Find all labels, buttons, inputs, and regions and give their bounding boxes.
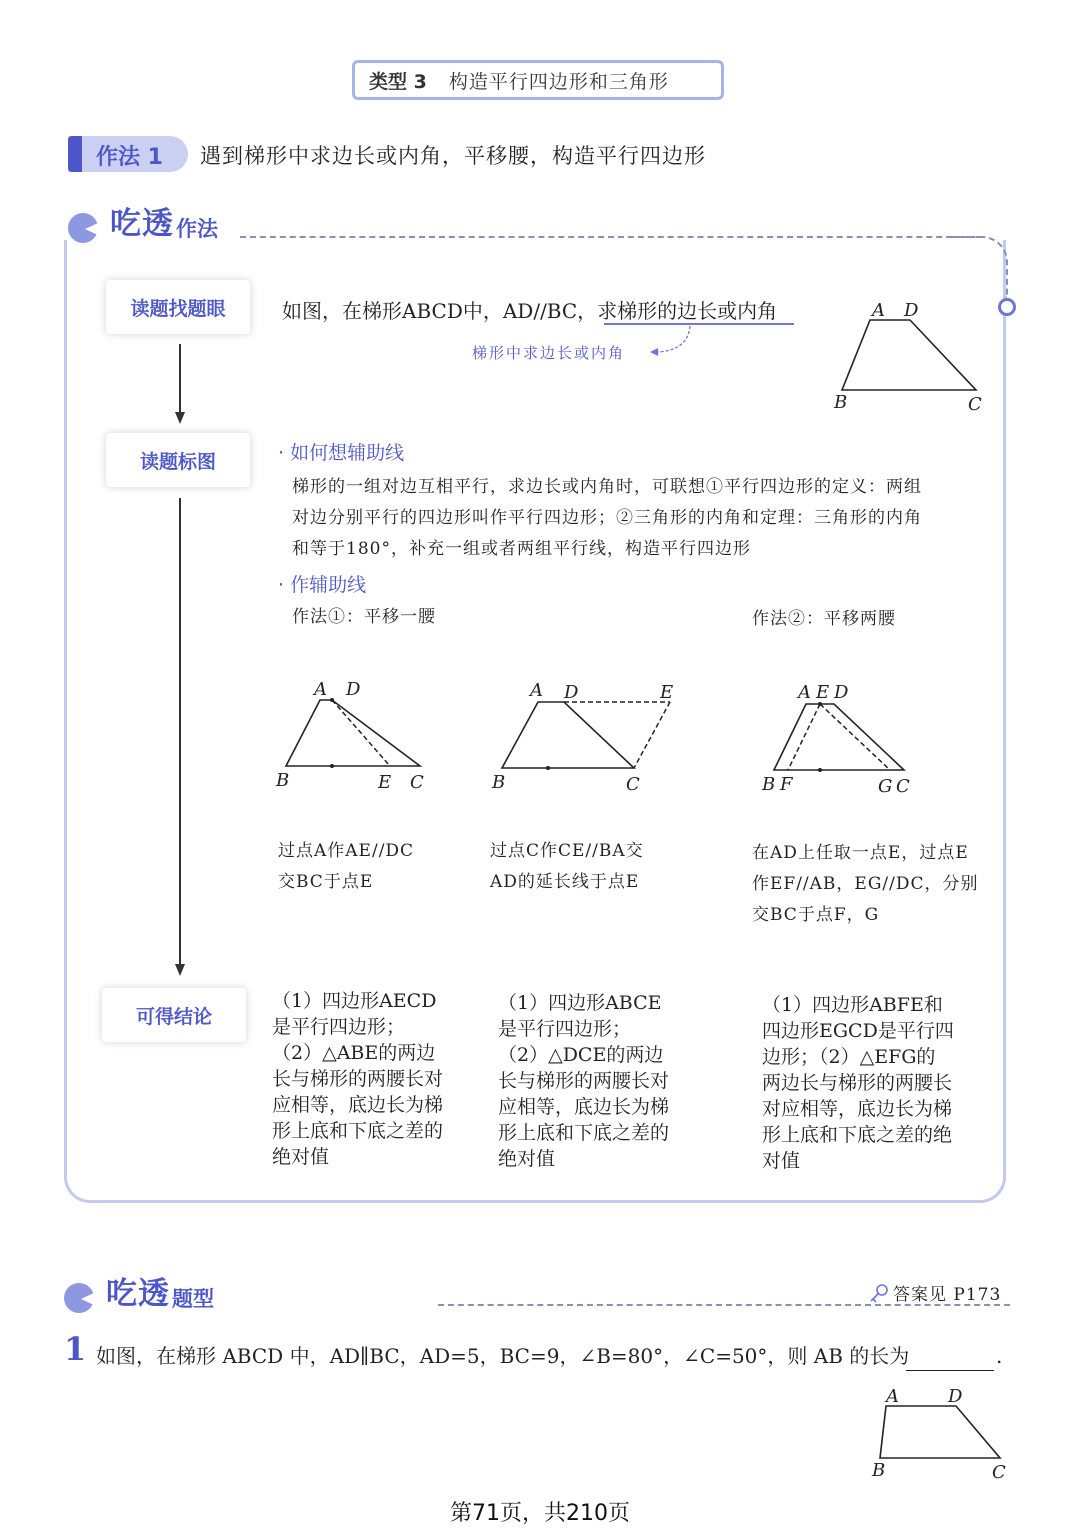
conclusion-2 xyxy=(498,990,669,1172)
key-icon xyxy=(868,1282,890,1304)
conclusion-line: 长与梯形的两腰长对 xyxy=(498,1070,670,1092)
conclusion-line: 四边形EGCD是平行四 xyxy=(762,1020,954,1042)
conclusion-line: 是平行四边形； xyxy=(498,1018,632,1040)
pacman-icon xyxy=(68,213,98,243)
conclusion-line: 形上底和下底之差的绝 xyxy=(762,1124,953,1146)
label-C: C xyxy=(626,774,640,795)
construction-line: 交BC于点F，G xyxy=(752,905,880,925)
method-tag xyxy=(68,136,188,172)
page-footer: 第71页，共210页 xyxy=(450,1501,630,1526)
problem-statement xyxy=(282,298,777,324)
trapezoid-figure-top xyxy=(830,298,1000,416)
label-G: G xyxy=(878,776,893,797)
label-A: A xyxy=(530,680,543,701)
conclusion-line: （1）四边形ABCE xyxy=(498,992,662,1014)
section-heading-big: 吃透 xyxy=(110,206,174,242)
figure-translate-both-legs xyxy=(756,676,926,800)
construction-line: 作EF//AB，EG//DC，分别 xyxy=(752,874,979,894)
step-read-find: 读题找题眼 xyxy=(106,280,250,334)
conclusion-line: 绝对值 xyxy=(272,1146,330,1168)
type-title: 构造平行四边形和三角形 xyxy=(448,70,669,93)
section-heading-problems xyxy=(64,1268,214,1313)
method1-label: 作法①：平移一腰 xyxy=(292,607,436,627)
conclusion-line: 长与梯形的两腰长对 xyxy=(272,1068,444,1090)
label-B: B xyxy=(492,772,506,793)
how-to-think-line: 对边分别平行的四边形叫作平行四边形；②三角形的内角和定理：三角形的内角 xyxy=(292,508,922,528)
label-D: D xyxy=(564,682,579,703)
label-A: A xyxy=(872,300,885,321)
conclusion-line: 边形；（2）△EFG的 xyxy=(762,1046,936,1068)
panel-top-dashed-line xyxy=(240,236,982,238)
conclusion-line: （1）四边形ABFE和 xyxy=(762,994,943,1016)
figure-translate-one-leg xyxy=(272,676,442,796)
label-B: B xyxy=(834,392,848,413)
annotation-arrow xyxy=(640,324,700,358)
conclusion-line: 对应相等，底边长为梯 xyxy=(762,1098,953,1120)
construction-line: 在AD上任取一点E，过点E xyxy=(752,843,969,863)
how-to-think-line: 梯形的一组对边互相平行，求边长或内角时，可联想①平行四边形的定义：两组 xyxy=(292,477,922,497)
answer-blank[interactable] xyxy=(906,1370,994,1371)
label-A: A xyxy=(886,1386,899,1407)
step-read-mark: 读题标图 xyxy=(106,433,250,487)
conclusion-line: 是平行四边形； xyxy=(272,1016,406,1038)
label-A: A xyxy=(798,682,811,703)
construction-line: AD的延长线于点E xyxy=(490,872,640,892)
question-trapezoid-figure xyxy=(864,1384,1014,1484)
figure-translate-leg-extension xyxy=(486,676,696,796)
construction-3 xyxy=(752,838,979,931)
conclusion-line: 对值 xyxy=(762,1150,801,1172)
conclusion-line: （2）△DCE的两边 xyxy=(498,1044,664,1066)
conclusion-3 xyxy=(762,992,954,1174)
type-label: 类型 3 xyxy=(369,70,427,93)
problem-underlined: 求梯形的边长或内角 xyxy=(597,299,778,323)
label-C: C xyxy=(992,1462,1006,1483)
label-C: C xyxy=(410,772,424,793)
construction-line: 过点C作CE//BA交 xyxy=(490,841,644,861)
construction-2 xyxy=(490,836,644,898)
how-to-think-text xyxy=(292,472,1002,565)
construction-1 xyxy=(278,836,414,898)
answer-text: 答案见 P173 xyxy=(893,1285,1002,1305)
answer-reference xyxy=(868,1280,1001,1305)
label-D: D xyxy=(948,1386,963,1407)
conclusion-line: 形上底和下底之差的 xyxy=(272,1120,444,1142)
label-A: A xyxy=(314,679,327,700)
conclusion-line: 应相等，底边长为梯 xyxy=(498,1096,670,1118)
panel-ring-icon xyxy=(998,298,1016,316)
pacman-icon xyxy=(64,1283,94,1313)
label-D: D xyxy=(346,679,361,700)
label-E: E xyxy=(378,772,392,793)
label-E: E xyxy=(816,682,830,703)
problem-text: 如图，在梯形ABCD中，AD//BC， xyxy=(282,299,598,323)
label-B: B xyxy=(276,770,290,791)
type-header-box xyxy=(352,60,724,100)
question-text: 如图，在梯形 ABCD 中，AD∥BC，AD=5，BC=9，∠B=80°，∠C=50°，则 AB 的长为 xyxy=(96,1344,910,1368)
method-tag-label: 作法 1 xyxy=(96,145,163,170)
conclusion-line: （1）四边形AECD xyxy=(272,990,437,1012)
how-to-think-label: · 如何想辅助线 xyxy=(278,442,405,464)
construction-line: 过点A作AE//DC xyxy=(278,841,415,861)
conclusion-1 xyxy=(272,988,443,1170)
how-to-think-line: 和等于180°，补充一组或者两组平行线，构造平行四边形 xyxy=(292,539,751,559)
construction-line: 交BC于点E xyxy=(278,872,374,892)
conclusion-line: 应相等，底边长为梯 xyxy=(272,1094,444,1116)
label-F: F xyxy=(780,774,793,795)
label-B: B xyxy=(762,774,776,795)
question-number: 1 xyxy=(64,1330,87,1368)
arrow-down-icon xyxy=(175,412,185,424)
arrow-down-icon xyxy=(175,964,185,976)
section-heading-small: 题型 xyxy=(172,1287,214,1311)
problem-annotation: 梯形中求边长或内角 xyxy=(472,344,626,362)
label-C: C xyxy=(896,776,910,797)
section-heading-big: 吃透 xyxy=(106,1276,170,1312)
conclusion-line: 形上底和下底之差的 xyxy=(498,1122,670,1144)
section-heading-small: 作法 xyxy=(176,217,218,241)
conclusion-line: （2）△ABE的两边 xyxy=(272,1042,436,1064)
label-B: B xyxy=(872,1460,886,1481)
flow-arrows xyxy=(170,340,190,980)
label-C: C xyxy=(968,394,982,415)
label-E: E xyxy=(660,682,674,703)
method2-label: 作法②：平移两腰 xyxy=(752,609,896,629)
step-conclusion: 可得结论 xyxy=(102,988,246,1042)
question-end: . xyxy=(996,1344,1003,1368)
make-aux-label: · 作辅助线 xyxy=(278,574,367,596)
section-heading-method xyxy=(68,198,218,243)
label-D: D xyxy=(834,682,849,703)
label-D: D xyxy=(904,300,919,321)
method-title: 遇到梯形中求边长或内角，平移腰，构造平行四边形 xyxy=(200,144,706,168)
conclusion-line: 两边长与梯形的两腰长 xyxy=(762,1072,953,1094)
method-tag-bar xyxy=(68,136,82,172)
panel-corner-dashed xyxy=(950,236,1008,298)
conclusion-line: 绝对值 xyxy=(498,1148,556,1170)
